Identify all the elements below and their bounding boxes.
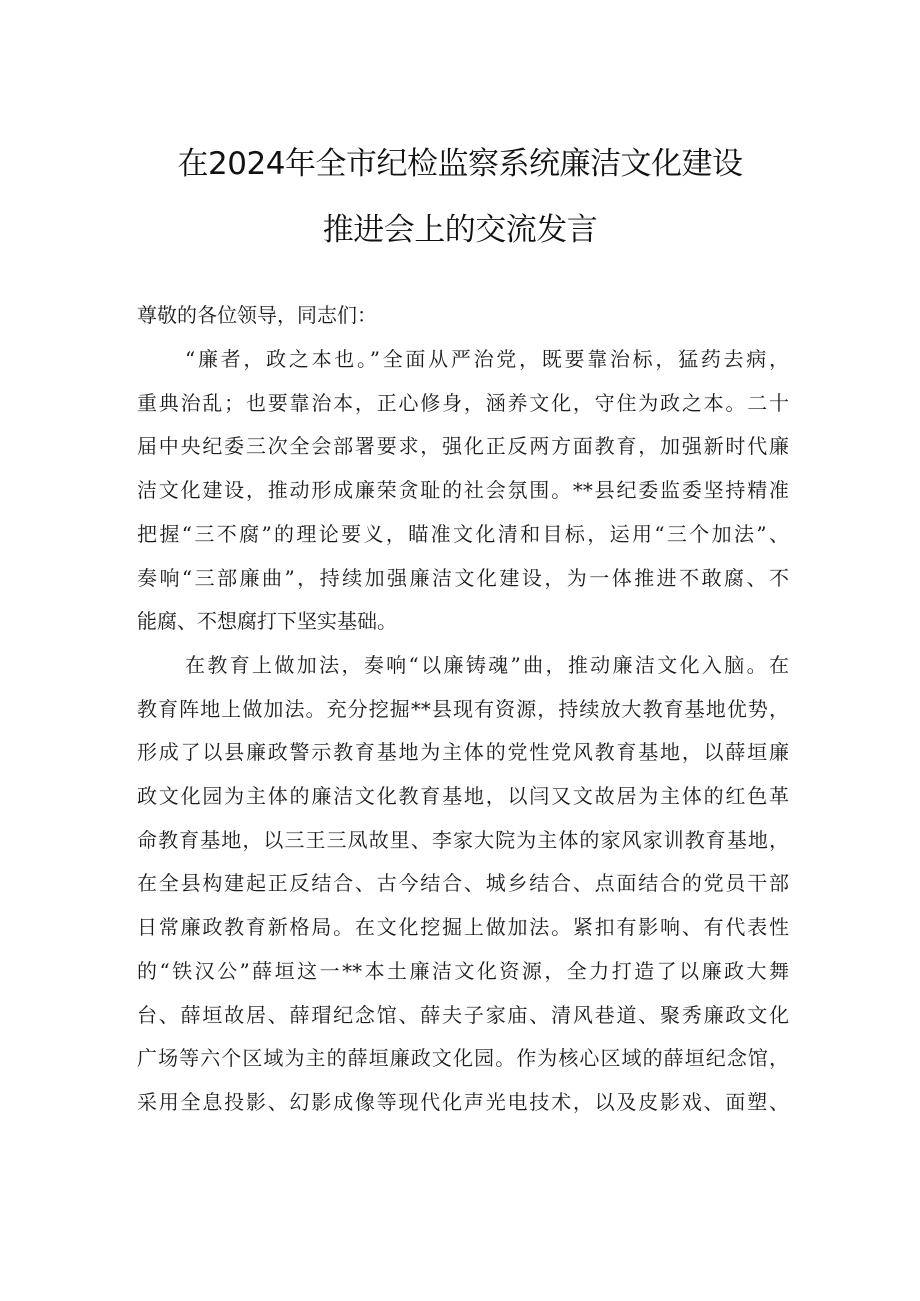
paragraph-2-line: 在全县构建起正反结合、古今结合、城乡结合、点面结合的党员干部 (137, 871, 789, 895)
paragraph-2-line: 教育阵地上做加法。充分挖掘**县现有资源，持续放大教育基地优势， (137, 697, 789, 721)
paragraph-1-line: “廉者，政之本也。”全面从严治党，既要靠治标，猛药去病， (185, 347, 789, 371)
paragraph-1-line: 能腐、不想腐打下坚实基础。 (137, 609, 397, 633)
document-title-line-1: 在2024年全市纪检监察系统廉洁文化建设 (177, 146, 743, 182)
paragraph-1-line: 届中央纪委三次全会部署要求，强化正反两方面教育，加强新时代廉 (137, 434, 789, 458)
paragraph-2-line: 命教育基地，以三王三凤故里、李家大院为主体的家风家训教育基地， (137, 828, 789, 852)
salutation: 尊敬的各位领导，同志们： (137, 303, 377, 327)
paragraph-2-line: 的“铁汉公”薛垣这一**本土廉洁文化资源，全力打造了以廉政大舞 (137, 959, 789, 983)
paragraph-2-line: 形成了以县廉政警示教育基地为主体的党性党风教育基地，以薛垣廉 (137, 740, 789, 764)
paragraph-2-line: 日常廉政教育新格局。在文化挖掘上做加法。紧扣有影响、有代表性 (137, 915, 789, 939)
paragraph-1-line: 重典治乱；也要靠治本，正心修身，涵养文化，守住为政之本。二十 (137, 391, 789, 415)
paragraph-2-line: 广场等六个区域为主的薛垣廉政文化园。作为核心区域的薛垣纪念馆， (137, 1046, 789, 1070)
paragraph-1-line: 洁文化建设，推动形成廉荣贪耻的社会氛围。**县纪委监委坚持精准 (137, 478, 789, 502)
paragraph-2-line: 台、薛垣故居、薛瑁纪念馆、薛夫子家庙、清风巷道、聚秀廉政文化 (137, 1003, 789, 1027)
document-title-line-2: 推进会上的交流发言 (322, 212, 598, 248)
paragraph-1-line: 奏响“三部廉曲”，持续加强廉洁文化建设，为一体推进不敢腐、不 (137, 566, 789, 590)
paragraph-1-line: 把握“三不腐”的理论要义，瞄准文化清和目标，运用“三个加法”、 (137, 522, 789, 546)
paragraph-2-line: 采用全息投影、幻影成像等现代化声光电技术，以及皮影戏、面塑、 (137, 1090, 789, 1114)
paragraph-2-line: 在教育上做加法，奏响“以廉铸魂”曲，推动廉洁文化入脑。在 (185, 653, 789, 677)
paragraph-2-line: 政文化园为主体的廉洁文化教育基地，以闫又文故居为主体的红色革 (137, 784, 789, 808)
